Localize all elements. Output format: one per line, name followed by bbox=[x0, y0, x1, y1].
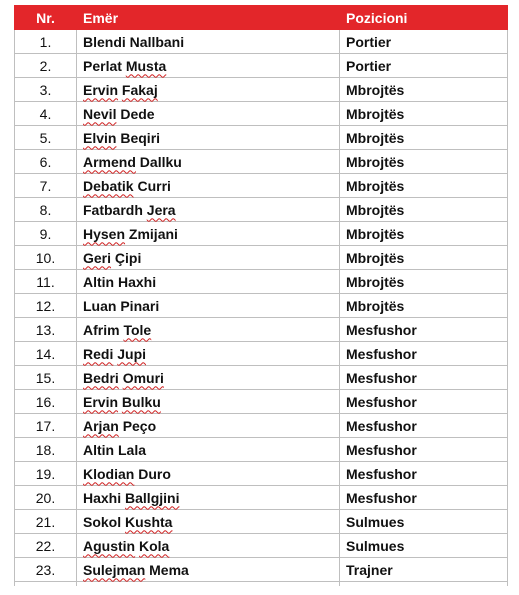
player-position: Mbrojtës bbox=[340, 150, 508, 174]
player-name bbox=[77, 78, 340, 102]
first-name: Elvin bbox=[83, 129, 117, 146]
first-name: Sulejman bbox=[83, 561, 146, 578]
table-row bbox=[15, 126, 508, 150]
first-name: Agustin bbox=[83, 537, 136, 554]
row-number: 1. bbox=[15, 30, 77, 54]
player-name bbox=[77, 246, 340, 270]
table-row bbox=[15, 150, 508, 174]
first-name: Bedri bbox=[83, 369, 119, 386]
player-name bbox=[77, 222, 340, 246]
row-number: 14. bbox=[15, 342, 77, 366]
table-body bbox=[15, 30, 508, 587]
player-position: Portier bbox=[340, 54, 508, 78]
table-row bbox=[15, 462, 508, 486]
table-row bbox=[15, 54, 508, 78]
table-row bbox=[15, 294, 508, 318]
row-number: 5. bbox=[15, 126, 77, 150]
table-header bbox=[15, 6, 508, 30]
player-name bbox=[77, 318, 340, 342]
table-row bbox=[15, 534, 508, 558]
first-name: Redi bbox=[83, 345, 114, 362]
last-name: Mema bbox=[149, 561, 189, 578]
player-position: Mesfushor bbox=[340, 366, 508, 390]
table-row bbox=[15, 366, 508, 390]
player-name bbox=[77, 558, 340, 582]
first-name: Klodian bbox=[83, 465, 135, 482]
player-name bbox=[77, 462, 340, 486]
row-number: 3. bbox=[15, 78, 77, 102]
row-number: 17. bbox=[15, 414, 77, 438]
last-name: Haxhi bbox=[118, 273, 157, 290]
row-number: 20. bbox=[15, 486, 77, 510]
player-position: Mesfushor bbox=[340, 462, 508, 486]
last-name: Pinari bbox=[120, 297, 160, 314]
row-number: 11. bbox=[15, 270, 77, 294]
player-name bbox=[77, 390, 340, 414]
last-name: Kola bbox=[139, 537, 170, 554]
first-name: Fatbardh bbox=[83, 201, 143, 218]
player-name bbox=[77, 102, 340, 126]
player-position: Mesfushor bbox=[340, 486, 508, 510]
player-name bbox=[77, 174, 340, 198]
row-number: 7. bbox=[15, 174, 77, 198]
player-name bbox=[77, 198, 340, 222]
player-name bbox=[77, 150, 340, 174]
player-position: Mbrojtës bbox=[340, 294, 508, 318]
table-row bbox=[15, 78, 508, 102]
row-number: 18. bbox=[15, 438, 77, 462]
table-row bbox=[15, 486, 508, 510]
row-number: 6. bbox=[15, 150, 77, 174]
player-position: Mbrojtës bbox=[340, 174, 508, 198]
table-row bbox=[15, 102, 508, 126]
player-name bbox=[77, 342, 340, 366]
player-position: Mesfushor bbox=[340, 414, 508, 438]
player-name bbox=[77, 414, 340, 438]
last-name: Peço bbox=[122, 417, 157, 434]
first-name: Perlat bbox=[83, 57, 122, 74]
player-position: Sulmues bbox=[340, 510, 508, 534]
first-name: Arjan bbox=[83, 417, 119, 434]
player-position: Trajner bbox=[340, 558, 508, 582]
player-name bbox=[77, 270, 340, 294]
row-number: 2. bbox=[15, 54, 77, 78]
row-number: 22. bbox=[15, 534, 77, 558]
player-position: Mesfushor bbox=[340, 318, 508, 342]
table-row bbox=[15, 30, 508, 54]
first-name: Nevil bbox=[83, 105, 117, 122]
last-name: Duro bbox=[138, 465, 171, 482]
table-row bbox=[15, 414, 508, 438]
table-row bbox=[15, 246, 508, 270]
header-row bbox=[15, 6, 508, 30]
empty-cell bbox=[15, 582, 77, 587]
last-name: Tole bbox=[123, 321, 152, 338]
last-name: Çipi bbox=[114, 249, 142, 266]
row-number: 23. bbox=[15, 558, 77, 582]
player-position: Mesfushor bbox=[340, 342, 508, 366]
first-name: Luan bbox=[83, 297, 117, 314]
row-number: 15. bbox=[15, 366, 77, 390]
header-nr: Nr. bbox=[15, 6, 77, 30]
row-number: 19. bbox=[15, 462, 77, 486]
first-name: Ervin bbox=[83, 393, 119, 410]
last-name: Bulku bbox=[121, 393, 161, 410]
first-name: Geri bbox=[83, 249, 112, 266]
player-name bbox=[77, 438, 340, 462]
first-name: Ervin bbox=[83, 81, 119, 98]
roster-table bbox=[14, 5, 508, 586]
player-position: Mbrojtës bbox=[340, 78, 508, 102]
table-row bbox=[15, 174, 508, 198]
last-name: Dede bbox=[120, 105, 155, 122]
first-name: Armend bbox=[83, 153, 136, 170]
table-row-partial bbox=[15, 582, 508, 587]
last-name: Curri bbox=[137, 177, 171, 194]
player-position: Mbrojtës bbox=[340, 270, 508, 294]
last-name: Dallku bbox=[139, 153, 182, 170]
last-name: Beqiri bbox=[120, 129, 161, 146]
table-row bbox=[15, 318, 508, 342]
row-number: 10. bbox=[15, 246, 77, 270]
player-name bbox=[77, 126, 340, 150]
first-name: Hysen bbox=[83, 225, 126, 242]
player-name bbox=[77, 486, 340, 510]
player-position: Mbrojtës bbox=[340, 126, 508, 150]
table-row bbox=[15, 438, 508, 462]
player-name bbox=[77, 510, 340, 534]
last-name: Jera bbox=[146, 201, 176, 218]
table-row bbox=[15, 510, 508, 534]
row-number: 12. bbox=[15, 294, 77, 318]
first-name: Altin bbox=[83, 273, 115, 290]
player-name bbox=[77, 30, 340, 54]
player-name bbox=[77, 294, 340, 318]
row-number: 21. bbox=[15, 510, 77, 534]
table-row bbox=[15, 222, 508, 246]
row-number: 4. bbox=[15, 102, 77, 126]
last-name: Omuri bbox=[122, 369, 164, 386]
table-row bbox=[15, 558, 508, 582]
last-name: Jupi bbox=[117, 345, 147, 362]
player-position: Mbrojtës bbox=[340, 246, 508, 270]
table-row bbox=[15, 198, 508, 222]
last-name: Zmijani bbox=[128, 225, 178, 242]
row-number: 16. bbox=[15, 390, 77, 414]
player-position: Mbrojtës bbox=[340, 198, 508, 222]
first-name: Afrim bbox=[83, 321, 120, 338]
header-name: Emër bbox=[77, 6, 340, 30]
player-position: Mbrojtës bbox=[340, 102, 508, 126]
player-name bbox=[77, 366, 340, 390]
empty-cell bbox=[77, 582, 340, 587]
row-number: 9. bbox=[15, 222, 77, 246]
row-number: 8. bbox=[15, 198, 77, 222]
last-name: Ballgjini bbox=[125, 489, 180, 506]
first-name: Debatik bbox=[83, 177, 134, 194]
roster-table-container bbox=[14, 5, 507, 586]
row-number: 13. bbox=[15, 318, 77, 342]
player-position: Mbrojtës bbox=[340, 222, 508, 246]
player-position: Portier bbox=[340, 30, 508, 54]
player-position: Mesfushor bbox=[340, 390, 508, 414]
first-name: Blendi bbox=[83, 33, 126, 50]
last-name: Nallbani bbox=[129, 33, 185, 50]
player-position: Mesfushor bbox=[340, 438, 508, 462]
player-name bbox=[77, 534, 340, 558]
last-name: Musta bbox=[125, 57, 167, 74]
first-name: Sokol bbox=[83, 513, 122, 530]
last-name: Fakaj bbox=[121, 81, 158, 98]
last-name: Lala bbox=[118, 441, 147, 458]
last-name: Kushta bbox=[125, 513, 173, 530]
table-row bbox=[15, 342, 508, 366]
player-name bbox=[77, 54, 340, 78]
player-position: Sulmues bbox=[340, 534, 508, 558]
header-position: Pozicioni bbox=[340, 6, 508, 30]
table-row bbox=[15, 390, 508, 414]
empty-cell bbox=[340, 582, 508, 587]
first-name: Haxhi bbox=[83, 489, 122, 506]
table-row bbox=[15, 270, 508, 294]
first-name: Altin bbox=[83, 441, 115, 458]
